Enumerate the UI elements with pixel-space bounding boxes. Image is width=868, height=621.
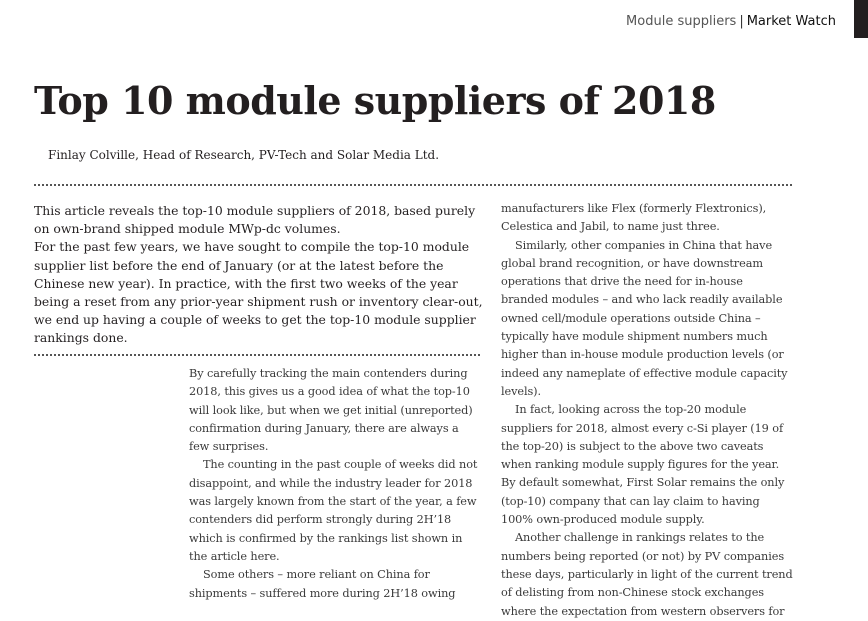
body-paragraph: Some others – more reliant on China for shipments – suffered more during 2H’18 owing [189, 568, 456, 600]
category-label: Market Watch [746, 14, 836, 29]
article-intro [34, 202, 486, 348]
intro-divider [34, 354, 480, 356]
intro-paragraph: This article reveals the top-10 module suppliers of 2018, based purely on own-brand shipped module MWp-dc volumes. [34, 203, 476, 237]
title-divider [34, 184, 792, 186]
body-paragraph: In fact, looking across the top-20 module suppliers for 2018, almost every c-Si player (19 of the top-20) is subject to the above two caveats when ranking module supply figures for the year. By default somewhat, First Solar remains the only (top-10) company that can lay claim to having 100% own-produced module supply. [501, 403, 785, 527]
article-title: Top 10 module suppliers of 2018 [34, 78, 716, 123]
body-column-right [501, 200, 793, 621]
body-paragraph: By carefully tracking the main contenders during 2018, this gives us a good idea of what the top-10 will look like, but when we get initial (unreported) confirmation during January, there are always a few surprises. [189, 367, 473, 454]
running-header [626, 14, 836, 29]
article-byline: Finlay Colville, Head of Research, PV-Tech and Solar Media Ltd. [48, 148, 440, 162]
body-paragraph: Another challenge in rankings relates to the numbers being reported (or not) by PV companies these days, particularly in light of the current trend of delisting from non-Chinese stock exchanges where the expectation from western observers for [501, 531, 793, 618]
section-label: Module suppliers [626, 14, 737, 29]
intro-paragraph: For the past few years, we have sought to compile the top-10 module supplier list before the end of January (or at the latest before the Chinese new year). In practice, with the first two weeks of the year being a reset from any prior-year shipment rush or inventory clear-out, we end up having a couple of weeks to get the top-10 module supplier rankings done. [34, 239, 483, 346]
header-separator: | [739, 14, 744, 29]
header-accent-bar [854, 0, 868, 38]
body-column-left [189, 365, 481, 603]
body-paragraph: The counting in the past couple of weeks did not disappoint, and while the industry leader for 2018 was largely known from the start of the year, a few contenders did perform strongly during 2H’18 which is confirmed by the rankings list shown in the article here. [189, 458, 478, 563]
body-paragraph: Similarly, other companies in China that have global brand recognition, or have downstream operations that drive the need for in-house branded modules – and who lack readily available owned cell/module operations outside China – typically have module shipment numbers much higher than in-house module production levels (or indeed any nameplate of effective module capacity levels). [501, 238, 788, 398]
body-paragraph: manufacturers like Flex (formerly Flextronics), Celestica and Jabil, to name just three. [501, 202, 767, 234]
